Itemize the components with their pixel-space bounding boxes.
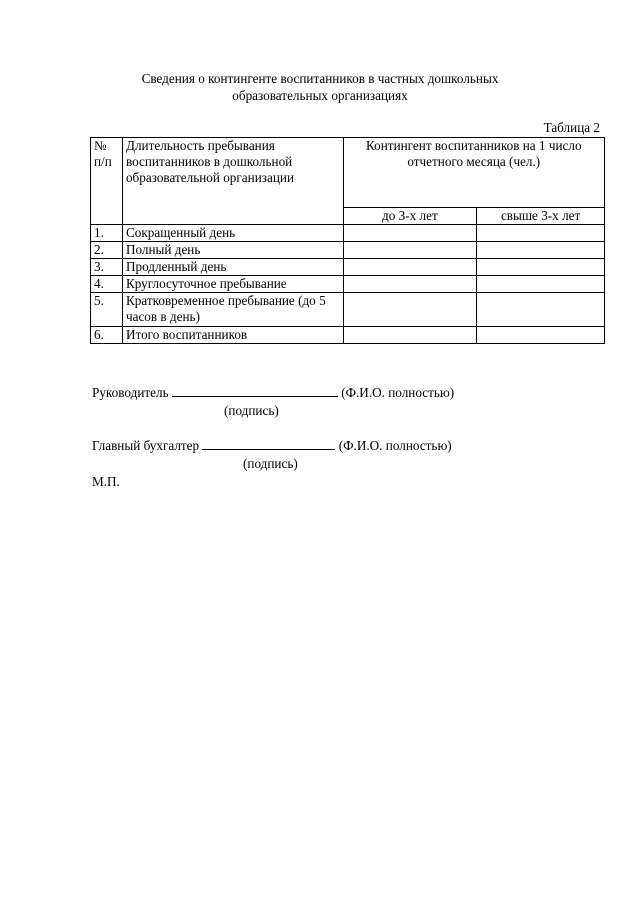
row-label: Продленный день [122, 259, 343, 276]
title-line-2: образовательных организациях [232, 88, 408, 103]
stamp-placeholder: М.П. [92, 474, 120, 489]
document-title [80, 70, 560, 104]
row-label: Кратковременное пребывание (до 5 часов в день) [122, 293, 343, 327]
table-row [91, 293, 605, 327]
row-under3-value[interactable] [343, 225, 477, 242]
contingent-table [90, 137, 605, 344]
table-row [91, 327, 605, 344]
row-under3-value[interactable] [343, 242, 477, 259]
title-line-1: Сведения о контингенте воспитанников в частных дошкольных [141, 71, 499, 86]
header-contingent-cell: Контингент воспитанников на 1 число отчетного месяца (чел.) [343, 138, 604, 208]
row-over3-value[interactable] [477, 276, 605, 293]
accountant-signature-field[interactable] [202, 449, 335, 450]
head-sign-hint: (подпись) [224, 403, 279, 418]
row-over3-value[interactable] [477, 242, 605, 259]
header-num-line2: п/п [94, 154, 112, 169]
header-num-line1: № [94, 138, 107, 153]
header-duration-cell: Длительность пребывания воспитанников в дошкольной образовательной организации [122, 138, 343, 225]
row-over3-value[interactable] [477, 327, 605, 344]
row-over3-value[interactable] [477, 225, 605, 242]
accountant-label: Главный бухгалтер [92, 438, 200, 453]
table-row [91, 242, 605, 259]
accountant-sign-hint: (подпись) [243, 456, 298, 471]
head-name-hint: (Ф.И.О. полностью) [341, 385, 455, 400]
table-row [91, 259, 605, 276]
header-under3-cell: до 3-х лет [343, 208, 477, 225]
head-signature-field[interactable] [172, 396, 338, 397]
accountant-name-hint: (Ф.И.О. полностью) [338, 438, 452, 453]
accountant-signature-line [92, 438, 452, 454]
row-over3-value[interactable] [477, 293, 605, 327]
table-header-row [91, 138, 605, 208]
row-under3-value[interactable] [343, 293, 477, 327]
row-label: Круглосуточное пребывание [122, 276, 343, 293]
row-num: 4. [91, 276, 123, 293]
row-label: Полный день [122, 242, 343, 259]
header-over3-cell: свыше 3-х лет [477, 208, 605, 225]
table-row [91, 225, 605, 242]
row-num: 2. [91, 242, 123, 259]
header-num-cell [91, 138, 123, 225]
row-num: 5. [91, 293, 123, 327]
row-num: 6. [91, 327, 123, 344]
row-num: 3. [91, 259, 123, 276]
table-caption: Таблица 2 [543, 120, 600, 135]
row-label: Сокращенный день [122, 225, 343, 242]
table-row [91, 276, 605, 293]
head-signature-line [92, 385, 454, 401]
row-under3-value[interactable] [343, 327, 477, 344]
row-num: 1. [91, 225, 123, 242]
head-label: Руководитель [92, 385, 169, 400]
row-under3-value[interactable] [343, 276, 477, 293]
row-over3-value[interactable] [477, 259, 605, 276]
row-label: Итого воспитанников [122, 327, 343, 344]
row-under3-value[interactable] [343, 259, 477, 276]
